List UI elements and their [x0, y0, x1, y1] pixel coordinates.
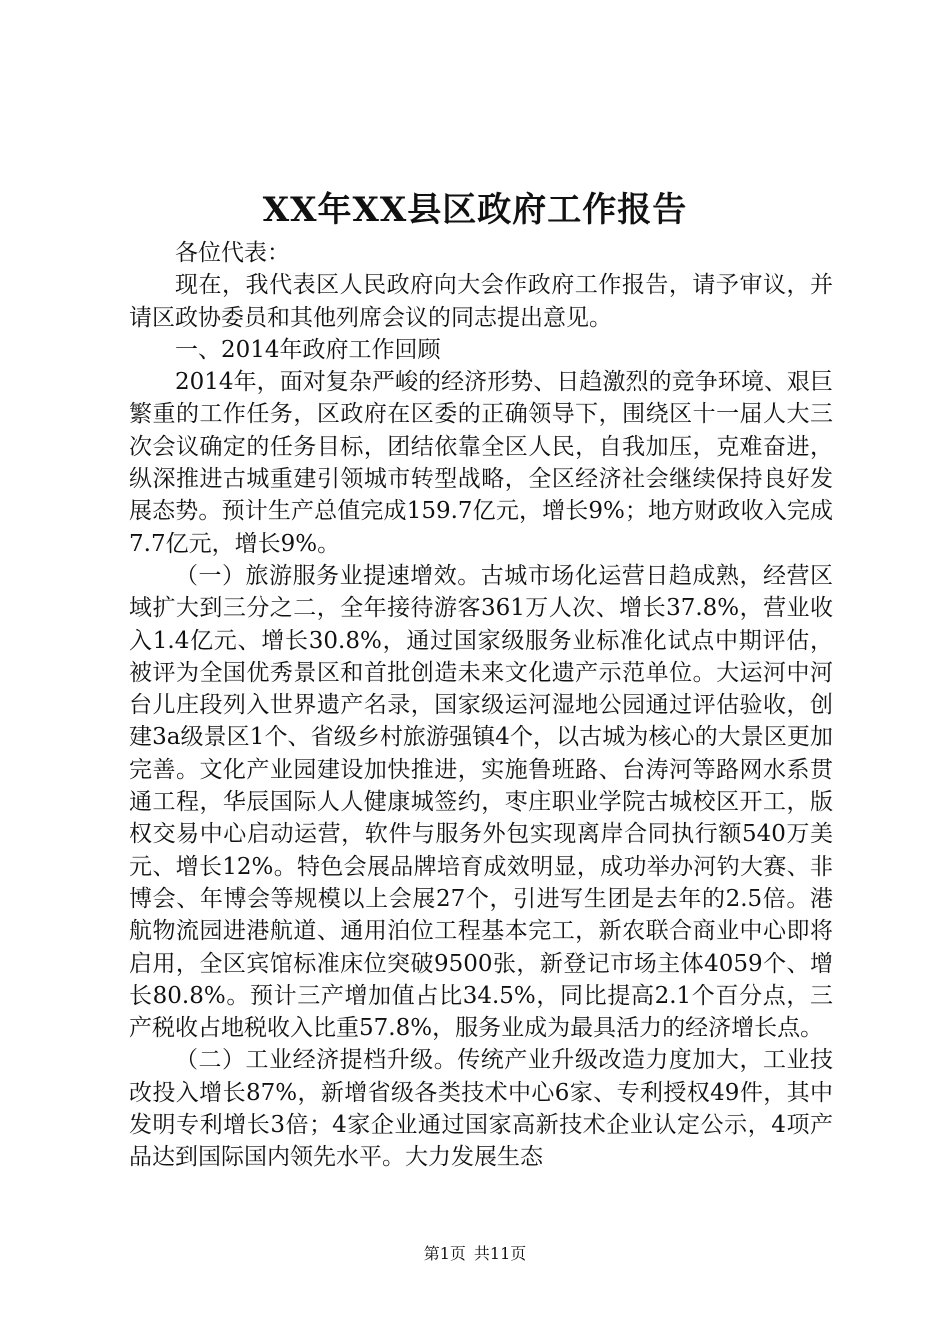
document-body: [129, 237, 833, 1174]
intro-paragraph: 现在，我代表区人民政府向大会作政府工作报告，请予审议，并请区政协委员和其他列席会议的同志提出意见。: [129, 272, 833, 331]
document-title: XX年XX县区政府工作报告: [262, 190, 688, 230]
body-paragraph: （二）工业经济提档升级。传统产业升级改造力度加大，工业技改投入增长87%，新增省级各类技术中心6家、专利授权49件，其中发明专利增长3倍；4家企业通过国家高新技术企业认定公示，4项产品达到国际国内领先水平。大力发展生态: [129, 1047, 833, 1171]
page-footer: [0, 1243, 950, 1265]
page-number: 第1页: [423, 1244, 466, 1263]
body-paragraph: （一）旅游服务业提速增效。古城市场化运营日趋成熟，经营区域扩大到三分之二，全年接待游客361万人次、增长37.8%，营业收入1.4亿元、增长30.8%，通过国家级服务业标准化试点中期评估，被评为全国优秀景区和首批创造未来文化遗产示范单位。大运河中河台儿庄段列入世界遗产名录，国家级运河湿地公园通过评估验收，创建3a级景区1个、省级乡村旅游强镇4个，以古城为核心的大景区更加完善。文化产业园建设加快推进，实施鲁班路、台涛河等路网水系贯通工程，华辰国际人人健康城签约，枣庄职业学院古城校区开工，版权交易中心启动运营，软件与服务外包实现离岸合同执行额540万美元、增长12%。特色会展品牌培育成效明显，成功举办河钓大赛、非博会、年博会等规模以上会展27个，引进写生团是去年的2.5倍。港航物流园进港航道、通用泊位工程基本完工，新农联合商业中心即将启用，全区宾馆标准床位突破9500张，新登记市场主体4059个、增长80.8%。预计三产增加值占比34.5%，同比提高2.1个百分点，三产税收占地税收入比重57.8%，服务业成为最具活力的经济增长点。: [129, 562, 833, 1042]
body-paragraph: 2014年，面对复杂严峻的经济形势、日趋激烈的竞争环境、艰巨繁重的工作任务，区政府在区委的正确领导下，围绕区十一届人大三次会议确定的任务目标，团结依靠全区人民，自我加压，克难奋进，纵深推进古城重建引领城市转型战略，全区经济社会继续保持良好发展态势。预计生产总值完成159.7亿元，增长9%；地方财政收入完成7.7亿元，增长9%。: [129, 369, 833, 557]
salutation-paragraph: 各位代表：: [175, 240, 290, 266]
page-total: 共11页: [473, 1244, 527, 1263]
section-heading: 一、2014年政府工作回顾: [175, 336, 441, 363]
